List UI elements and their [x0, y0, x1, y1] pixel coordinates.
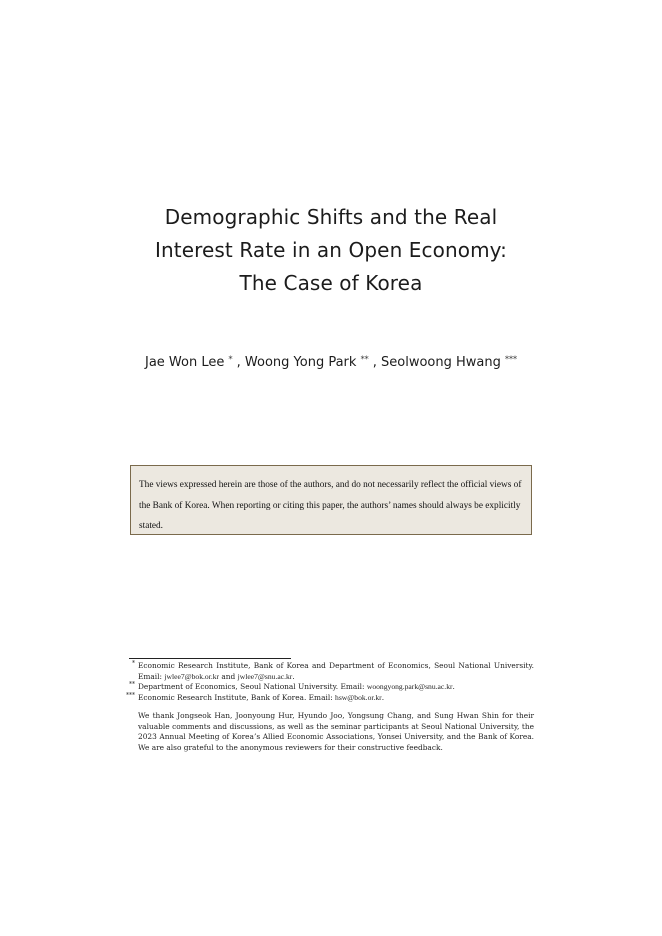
title-line-2: Interest Rate in an Open Economy: — [155, 238, 507, 262]
author-footnote-mark: *** — [504, 355, 517, 364]
footnote-end: . — [381, 692, 385, 702]
footnote-item — [117, 693, 534, 704]
footnote-joiner: and — [219, 671, 238, 681]
acknowledgement-text: We thank Jongseok Han, Joonyoung Hur, Hyundo Joo, Yongsung Chang, and Sung Hwan Shin for their valuable comments and discussions, as well as the seminar participants at Seoul National University, the 2023 Annual Meeting of Korea’s Allied Economic Associations, Yonsei University, and the Bank of Korea. We are also grateful to the anonymous reviewers for their constructive feedback. — [138, 711, 534, 752]
author-name: Jae Won Lee — [145, 355, 225, 370]
footnote-mark: *** — [126, 691, 135, 699]
footnote-mark: * — [132, 660, 135, 667]
footnote-item — [117, 682, 534, 693]
author-separator: , — [372, 355, 377, 370]
author-separator: , — [236, 355, 241, 370]
disclaimer-text: The views expressed herein are those of the authors, and do not necessarily reflect the official views of the Bank of Korea. When reporting or citing this paper, the authors’ names should always be explicitly stated. — [139, 480, 522, 531]
footnote-mark: ** — [129, 681, 135, 688]
footnote-end: . — [452, 682, 455, 691]
author-name: Woong Yong Park — [244, 355, 357, 370]
footnote-text: Economic Research Institute, Bank of Korea and Department of Economics, Seoul National University. Email: — [138, 661, 534, 681]
footnote-email: jwlee7@snu.ac.kr — [237, 671, 293, 681]
footnote-email: woongyong.park@snu.ac.kr — [366, 682, 453, 691]
author-list — [90, 355, 572, 370]
footnote-email: hsw@bok.or.kr — [335, 692, 382, 702]
author-footnote-mark: ** — [360, 355, 369, 364]
title-line-3: The Case of Korea — [239, 271, 423, 295]
footnote-rule — [129, 658, 291, 659]
author-footnote-mark: * — [228, 355, 233, 364]
footnote-email: jwlee7@bok.or.kr — [164, 671, 220, 681]
paper-title — [100, 201, 562, 300]
disclaimer-box — [130, 465, 532, 535]
title-line-1: Demographic Shifts and the Real — [164, 205, 498, 229]
footnote-text: Economic Research Institute, Bank of Korea. Email: — [138, 692, 336, 702]
footnote-end: . — [292, 671, 295, 681]
author-name: Seolwoong Hwang — [381, 355, 501, 370]
footnote-text: Department of Economics, Seoul National University. Email: — [138, 682, 367, 691]
footnote-item — [117, 661, 534, 682]
footnotes — [117, 661, 534, 753]
